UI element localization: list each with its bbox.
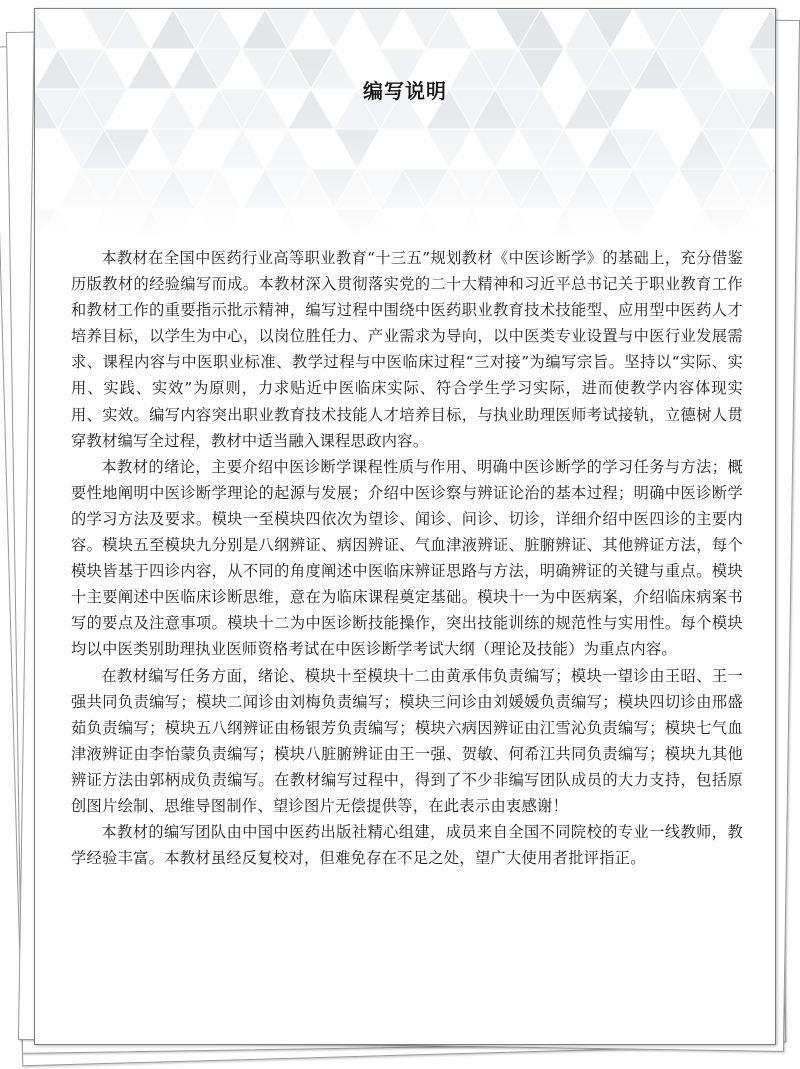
page-title: 编写说明 <box>363 79 447 103</box>
paragraph-3: 在教材编写任务方面，绪论、模块十至模块十二由黄承伟负责编写；模块一望诊由王昭、王一强共同负责编写；模块二闻诊由刘梅负责编写；模块三问诊由刘媛媛负责编写；模块四切诊由邢盛茹负责编写；模块五八纲辨证由杨银芳负责编写；模块六病因辨证由江雪沁负责编写；模块七气血津液辨证由李怡蒙负责编写；模块八脏腑辨证由王一强、贺敏、何希江共同负责编写；模块九其他辨证方法由郭柄成负责编写。在教材编写过程中，得到了不少非编写团队成员的大力支持，包括原创图片绘制、思维导图制作、望诊图片无偿提供等，在此表示由衷感谢！ <box>71 666 743 815</box>
paragraph-2: 本教材的绪论，主要介绍中医诊断学课程性质与作用、明确中医诊断学的学习任务与方法；概要性地阐明中医诊断学理论的起源与发展；介绍中医诊察与辨证论治的基本过程；明确中医诊断学的学习方法及要求。模块一至模块四依次为望诊、闻诊、问诊、切诊，详细介绍中医四诊的主要内容。模块五至模块九分别是八纲辨证、病因辨证、气血津液辨证、脏腑辨证、其他辨证方法，每个模块皆基于四诊内容，从不同的角度阐述中医临床辨证思路与方法，明确辨证的关键与重点。模块十主要阐述中医临床诊断思维，意在为临床课程奠定基础。模块十一为中医病案，介绍临床病案书写的要点及注意事项。模块十二为中医诊断技能操作，突出技能训练的规范性与实用性。每个模块均以中医类别助理执业医师资格考试在中医诊断学考试大纲（理论及技能）为重点内容。 <box>71 457 743 659</box>
document-body <box>71 245 743 871</box>
paragraph-4: 本教材的编写团队由中国中医药出版社精心组建，成员来自全国不同院校的专业一线教师，教学经验丰富。本教材虽经反复校对，但难免存在不足之处，望广大使用者批评指正。 <box>71 823 743 868</box>
geometric-pattern-header <box>35 9 775 239</box>
document-page <box>34 8 776 1045</box>
paragraph-1: 本教材在全国中医药行业高等职业教育“十三五”规划教材《中医诊断学》的基础上，充分借鉴历版教材的经验编写而成。本教材深入贯彻落实党的二十大精神和习近平总书记关于职业教育工作和教材工作的重要指示批示精神，编写过程中围绕中医药职业教育技术技能型、应用型中医药人才培养目标，以学生为中心，以岗位胜任力、产业需求为导向，以中医类专业设置与中医行业发展需求、课程内容与中医职业标准、教学过程与中医临床过程“三对接”为编写宗旨。坚持以“实际、实用、实践、实效”为原则，力求贴近中医临床实际、符合学生学习实际，进而使教学内容体现实用、实效。编写内容突出职业教育技术技能人才培养目标，与执业助理医师考试接轨，立德树人贯穿教材编写全过程，教材中适当融入课程思政内容。 <box>71 249 743 450</box>
